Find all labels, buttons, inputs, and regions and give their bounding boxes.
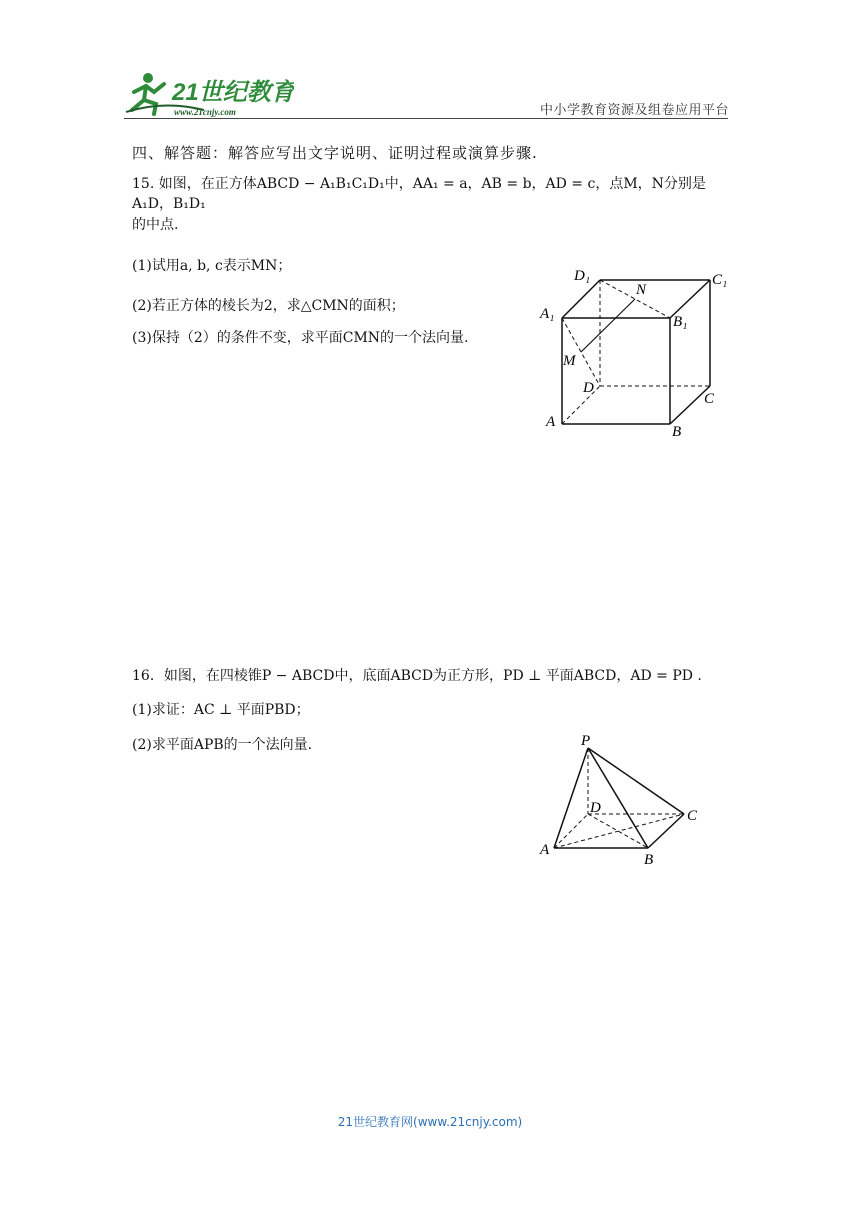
header-divider	[124, 118, 728, 119]
label-a: A	[540, 842, 550, 858]
label-a: A	[546, 414, 556, 430]
label-d: D	[590, 800, 601, 816]
label-d: D	[583, 380, 594, 396]
label-c1: C₁	[712, 272, 728, 288]
q16-part1: (1)求证：AC ⊥ 平面PBD；	[132, 702, 310, 718]
label-b: B	[644, 852, 654, 868]
label-c: C	[687, 808, 698, 824]
q16-stem: 16．如图，在四棱锥P − ABCD中，底面ABCD为正方形，PD ⊥ 平面ABCD，AD = PD .	[132, 668, 702, 684]
q15-stem-cont: 的中点.	[132, 217, 179, 233]
label-n: N	[636, 282, 647, 298]
platform-title: 中小学教育资源及组卷应用平台	[540, 103, 730, 118]
q15-stem: 15. 如图，在正方体ABCD − A₁B₁C₁D₁中，AA₁ = a，AB = b，AD = c，点M，N分别是A₁D，B₁D₁	[132, 176, 706, 212]
site-logo	[124, 70, 294, 120]
label-a1: A₁	[540, 306, 555, 322]
label-c: C	[704, 391, 715, 407]
logo-text: 21世纪教育	[172, 79, 294, 106]
label-d1: D₁	[574, 268, 591, 284]
q15-part2: (2)若正方体的棱长为2，求△CMN的面积；	[132, 298, 405, 314]
q16-part2: (2)求平面APB的一个法向量.	[132, 737, 313, 753]
label-m: M	[563, 353, 576, 369]
label-b: B	[672, 424, 682, 440]
section-title: 四、解答题：解答应写出文字说明、证明过程或演算步骤.	[132, 144, 538, 162]
cube-figure	[538, 264, 738, 444]
label-p: P	[581, 733, 591, 749]
q15-part1: (1)试用a, b, c表示MN；	[132, 258, 292, 274]
logo-url: www.21cnjy.com	[174, 107, 236, 117]
pyramid-figure	[536, 730, 716, 870]
footer-link[interactable]: 21世纪教育网(www.21cnjy.com)	[337, 1115, 523, 1129]
label-b1: B₁	[673, 314, 688, 330]
q15-part3: (3)保持（2）的条件不变，求平面CMN的一个法向量.	[132, 330, 469, 346]
